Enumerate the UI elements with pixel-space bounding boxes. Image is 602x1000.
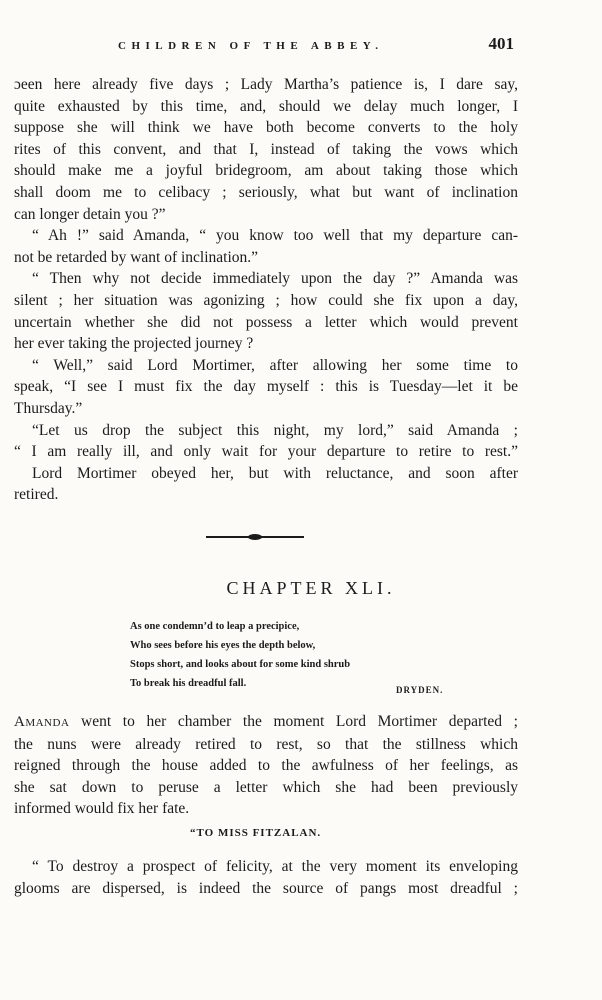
running-title: CHILDREN OF THE ABBEY. <box>118 40 384 52</box>
text-line: “ I am really ill, and only wait for your departure to retire to rest.” <box>14 443 518 461</box>
epigraph-attribution: DRYDEN. <box>396 685 444 695</box>
letter-heading: “TO MISS FITZALAN. <box>190 827 322 839</box>
chapter-text-block <box>14 711 518 820</box>
text-line: her ever taking the projected journey ? <box>14 335 254 353</box>
paragraph <box>14 420 518 463</box>
epigraph-line: Stops short, and looks about for some kind shrub <box>130 659 351 670</box>
text-line: “Let us drop the subject this night, my lord,” said Amanda ; <box>32 421 518 439</box>
lead-word: Amanda <box>14 714 70 730</box>
text-line: quite exhausted by this time, and, should we delay much longer, I <box>14 97 518 115</box>
text-line: reigned through the house added to the awfulness of her feelings, as <box>14 757 518 775</box>
text-line: silent ; her situation was agonizing ; how could she fix upon a day, <box>14 291 518 309</box>
paragraph <box>14 268 518 354</box>
text-line: rites of this convent, and that I, instead of taking the vows which <box>14 140 518 158</box>
text-line: the nuns were already retired to rest, so that the stillness which <box>14 735 518 753</box>
section-divider-ornament <box>206 536 304 538</box>
text-line: shall doom me to celibacy ; seriously, what but want of inclination <box>14 183 518 201</box>
paragraph <box>14 463 518 506</box>
text-line: “ Ah !” said Amanda, “ you know too well that my departure can- <box>32 227 518 245</box>
paragraph <box>14 74 518 225</box>
text-line: ɔeen here already five days ; Lady Martha’s patience is, I dare say, <box>14 76 518 93</box>
epigraph <box>130 617 460 693</box>
first-line-rest: went to her chamber the moment Lord Mortimer departed ; <box>69 713 518 730</box>
text-line: can longer detain you ?” <box>14 205 166 223</box>
text-line: “ To destroy a prospect of felicity, at the very moment its enveloping <box>32 858 518 875</box>
text-line: she sat down to peruse a letter which she had been previously <box>14 778 518 796</box>
text-line: glooms are dispersed, is indeed the source of pangs most dreadful ; <box>14 879 518 897</box>
text-line: speak, “I see I must fix the day myself : this is Tuesday—let it be <box>14 378 518 396</box>
epigraph-line: As one condemn’d to leap a precipice, <box>130 621 300 632</box>
text-line: informed would fix her fate. <box>14 800 190 818</box>
text-line: retired. <box>14 486 59 504</box>
text-line: “ Well,” said Lord Mortimer, after allowing her some time to <box>32 356 518 374</box>
text-line: suppose she will think we have both become converts to the holy <box>14 119 518 137</box>
epigraph-line: Who sees before his eyes the depth below, <box>130 640 316 651</box>
paragraph <box>14 355 518 420</box>
page-header <box>0 34 602 58</box>
text-line: should make me a joyful bridegroom, am about taking those which <box>14 162 518 180</box>
text-line: “ Then why not decide immediately upon the day ?” Amanda was <box>32 270 518 288</box>
text-line: Lord Mortimer obeyed her, but with reluctance, and soon after <box>32 464 518 482</box>
paragraph <box>14 225 518 268</box>
chapter-title: CHAPTER XLI. <box>226 578 396 598</box>
text-line: Thursday.” <box>14 399 83 417</box>
letter-text-block <box>14 856 518 899</box>
text-line: not be retarded by want of inclination.” <box>14 248 259 266</box>
epigraph-line: To break his dreadful fall. <box>130 678 247 689</box>
top-text-block <box>14 74 518 506</box>
page-number: 401 <box>488 34 514 53</box>
text-line: uncertain whether she did not possess a letter which would prevent <box>14 313 518 331</box>
text-line <box>14 711 518 734</box>
